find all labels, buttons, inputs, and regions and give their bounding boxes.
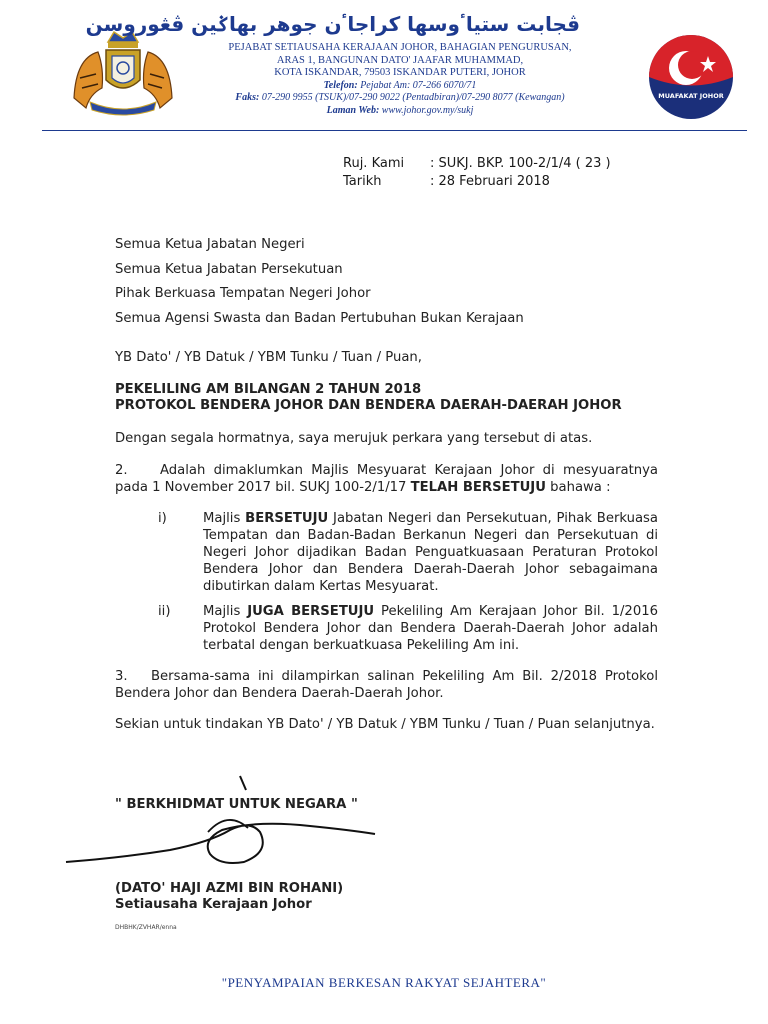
tarikh-value: : 28 Februari 2018 <box>430 174 550 189</box>
closing-paragraph: Sekian untuk tindakan YB Dato' / YB Datuk / YBM Tunku / Tuan / Puan selanjutnya. <box>115 717 655 732</box>
para-3-number: 3. <box>115 669 128 684</box>
subject-line-1: PEKELILING AM BILANGAN 2 TAHUN 2018 <box>115 382 422 397</box>
recipient-1: Semua Ketua Jabatan Negeri <box>115 237 305 252</box>
muafakat-logo-text: MUAFAKAT JOHOR <box>658 92 724 100</box>
letterhead-address <box>190 42 610 117</box>
letterhead-laman <box>190 105 610 118</box>
letterhead-line-2: ARAS 1, BANGUNAN DATO' JAAFAR MUHAMMAD, <box>276 54 524 66</box>
laman-label: Laman Web: <box>326 104 380 116</box>
recipient-2: Semua Ketua Jabatan Persekutuan <box>115 262 343 277</box>
para-2-text <box>115 462 658 496</box>
item-ii-text <box>203 603 658 654</box>
para-2-bold: TELAH BERSETUJU <box>410 480 546 495</box>
item-i-bold: BERSETUJU <box>245 511 329 526</box>
letterhead-faks <box>190 92 610 105</box>
johor-crest-logo <box>68 28 178 118</box>
subject-line-2: PROTOKOL BENDERA JOHOR DAN BENDERA DAERAH-DAERAH JOHOR <box>115 398 622 413</box>
ruj-kami-label: Ruj. Kami <box>343 156 405 171</box>
motto: " BERKHIDMAT UNTUK NEGARA " <box>115 797 358 812</box>
para-2-text-a: Adalah dimaklumkan Majlis Mesyuarat Kerajaan Johor di mesyuaratnya pada 1 November 2017 bil. SUKJ 100-2/1/17 <box>115 463 658 495</box>
file-reference: DHBHK/ZVHAR/enna <box>115 924 177 931</box>
tarikh-label: Tarikh <box>343 174 382 189</box>
handwritten-signature <box>60 770 380 880</box>
item-ii-text-b: Pekeliling Am Kerajaan Johor Bil. 1/2016 Protokol Bendera Johor dan Bendera Daerah-Daerah Johor adalah terbatal dengan berkuatkuasa Pekeliling Am ini. <box>203 604 658 653</box>
item-ii-label: ii) <box>158 604 171 619</box>
letterhead-line-3: KOTA ISKANDAR, 79503 ISKANDAR PUTERI, JOHOR <box>274 67 526 78</box>
para-3-text: Bersama-sama ini dilampirkan salinan Pekeliling Am Bil. 2/2018 Protokol Bendera Johor dan Bendera Daerah-Daerah Johor. <box>115 669 658 701</box>
telefon-value: Pejabat Am: 07-266 6070/71 <box>360 79 477 91</box>
item-ii-text-a: Majlis <box>203 604 248 619</box>
letterhead-telefon <box>190 80 610 93</box>
ruj-kami-value: : SUKJ. BKP. 100-2/1/4 ( 23 ) <box>430 156 611 171</box>
laman-value: www.johor.gov.my/sukj <box>381 104 474 116</box>
letterhead-line-1: PEJABAT SETIAUSAHA KERAJAAN JOHOR, BAHAGIAN PENGURUSAN, <box>228 42 572 53</box>
item-ii-bold: JUGA BERSETUJU <box>247 604 375 619</box>
salutation: YB Dato' / YB Datuk / YBM Tunku / Tuan / Puan, <box>115 350 422 365</box>
faks-label: Faks: <box>235 92 260 103</box>
para-2-text-b: bahawa : <box>545 480 611 495</box>
para-2-number: 2. <box>115 463 128 478</box>
recipient-4: Semua Agensi Swasta dan Badan Pertubuhan Bukan Kerajaan <box>115 311 524 326</box>
signatory-name: (DATO' HAJI AZMI BIN ROHANI) <box>115 881 344 896</box>
signatory-title: Setiausaha Kerajaan Johor <box>115 897 312 912</box>
intro-paragraph: Dengan segala hormatnya, saya merujuk perkara yang tersebut di atas. <box>115 431 593 446</box>
item-i-text-b: Jabatan Negeri dan Persekutuan, Pihak Berkuasa Tempatan dan Badan-Badan Berkanun Negeri dan Persekutuan di Negeri Johor dijadikan Badan Penguatkuasaan Peraturan Protokol Bendera Johor dan Bendera Daerah-Daerah Johor sebagaimana dibutirkan dalam Kertas Mesyuarat. <box>203 511 659 594</box>
letterhead-divider <box>42 130 747 131</box>
item-i-label: i) <box>158 511 167 526</box>
item-i-text <box>203 510 658 595</box>
faks-value: 07-290 9955 (TSUK)/07-290 9022 (Pentadbiran)/07-290 8077 (Kewangan) <box>261 92 565 103</box>
muafakat-johor-logo <box>648 34 734 120</box>
letterhead-jawi-title: ڤجابت ستياٴوسها كراجاٴن جوهر بهاݢين ڤڠوروسن <box>85 12 580 36</box>
footer-slogan: "PENYAMPAIAN BERKESAN RAKYAT SEJAHTERA" <box>221 975 547 990</box>
para-3 <box>115 668 658 702</box>
telefon-label: Telefon: <box>323 79 358 91</box>
recipient-3: Pihak Berkuasa Tempatan Negeri Johor <box>115 286 371 301</box>
item-i-text-a: Majlis <box>203 511 246 526</box>
